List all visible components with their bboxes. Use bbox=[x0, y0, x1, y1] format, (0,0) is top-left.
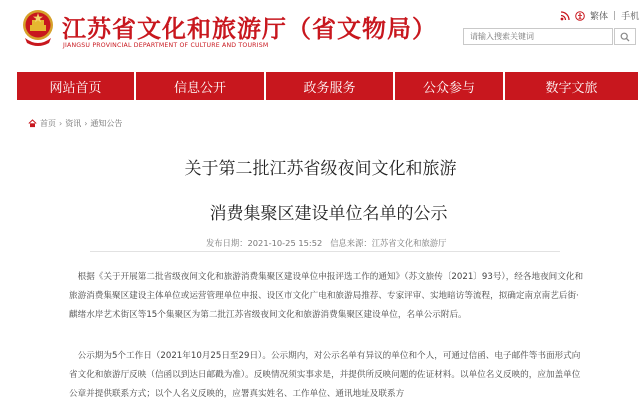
site-header bbox=[0, 0, 641, 72]
meta-divider bbox=[90, 251, 560, 252]
nav-item-home[interactable]: 网站首页 bbox=[17, 72, 134, 100]
site-title[interactable]: 江苏省文化和旅游厅（省文物局） bbox=[62, 15, 437, 43]
breadcrumb-home[interactable]: 首页 bbox=[40, 119, 56, 128]
source-label: 信息来源： bbox=[330, 238, 372, 248]
article-paragraph bbox=[69, 347, 584, 404]
search-box bbox=[463, 28, 613, 45]
paragraph-text: 公示期为5个工作日（2021年10月25日至29日）。公示期内，对公示名单有异议的单位和个人，可通过信函、电子邮件等书面形式向省文化和旅游厅反映（信函以到达日邮戳为准）。反映情况须实事求是，并提供所反映问题的佐证材料。以单位名义反映的，应加盖单位公章并提供联系方式；以个人名义反映的，应署真实姓名、工作单位、通讯地址及联系方 bbox=[69, 351, 581, 399]
article-title-line-1: 关于第二批江苏省级夜间文化和旅游 bbox=[184, 159, 457, 179]
mobile-link[interactable]: 手机 bbox=[621, 12, 640, 22]
rss-icon[interactable] bbox=[560, 11, 570, 21]
article-title-line-2: 消费集聚区建设单位名单的公示 bbox=[209, 204, 448, 224]
nav-item-government-services[interactable]: 政务服务 bbox=[266, 72, 393, 100]
nav-item-digital-tourism[interactable]: 数字文旅 bbox=[505, 72, 638, 100]
article-meta bbox=[206, 237, 446, 249]
home-icon bbox=[28, 119, 37, 128]
main-nav bbox=[0, 72, 641, 100]
search-input[interactable] bbox=[464, 29, 614, 44]
article-paragraph bbox=[69, 268, 584, 325]
publish-date-label: 发布日期： bbox=[206, 238, 248, 248]
emblem-icon[interactable] bbox=[20, 8, 56, 48]
publish-date: 2021-10-25 15:52 bbox=[247, 238, 323, 248]
accessibility-icon[interactable] bbox=[575, 11, 585, 21]
header-utilities bbox=[560, 9, 639, 22]
search-icon bbox=[620, 32, 630, 42]
paragraph-text: 根据《关于开展第二批省级夜间文化和旅游消费集聚区建设单位申报评选工作的通知》（苏文旅传〔2021〕93号），经各地夜间文化和旅游消费集聚区建设主体单位或运营管理单位申报、设区市文化广电和旅游局推荐、专家评审、实地暗访等流程，拟确定南京南艺后街·麒绪水岸艺术街区等15个集聚区为第二批江苏省级夜间文化和旅游消费集聚区建设单位，名单公示附后。 bbox=[69, 272, 584, 320]
source: 江苏省文化和旅游厅 bbox=[371, 238, 447, 248]
util-divider: | bbox=[613, 10, 617, 21]
site-subtitle: JIANGSU PROVINCIAL DEPARTMENT OF CULTURE AND TOURISM bbox=[63, 42, 269, 49]
breadcrumb-notices[interactable]: 通知公告 bbox=[90, 119, 123, 128]
breadcrumb-news[interactable]: 资讯 bbox=[65, 119, 82, 128]
search-button[interactable] bbox=[614, 28, 636, 45]
nav-item-public-participation[interactable]: 公众参与 bbox=[395, 72, 503, 100]
breadcrumb-separator: › bbox=[84, 119, 88, 128]
traditional-chinese-link[interactable]: 繁体 bbox=[590, 12, 609, 22]
nav-item-info-disclosure[interactable]: 信息公开 bbox=[136, 72, 264, 100]
breadcrumb bbox=[28, 118, 122, 129]
breadcrumb-separator: › bbox=[59, 119, 63, 128]
